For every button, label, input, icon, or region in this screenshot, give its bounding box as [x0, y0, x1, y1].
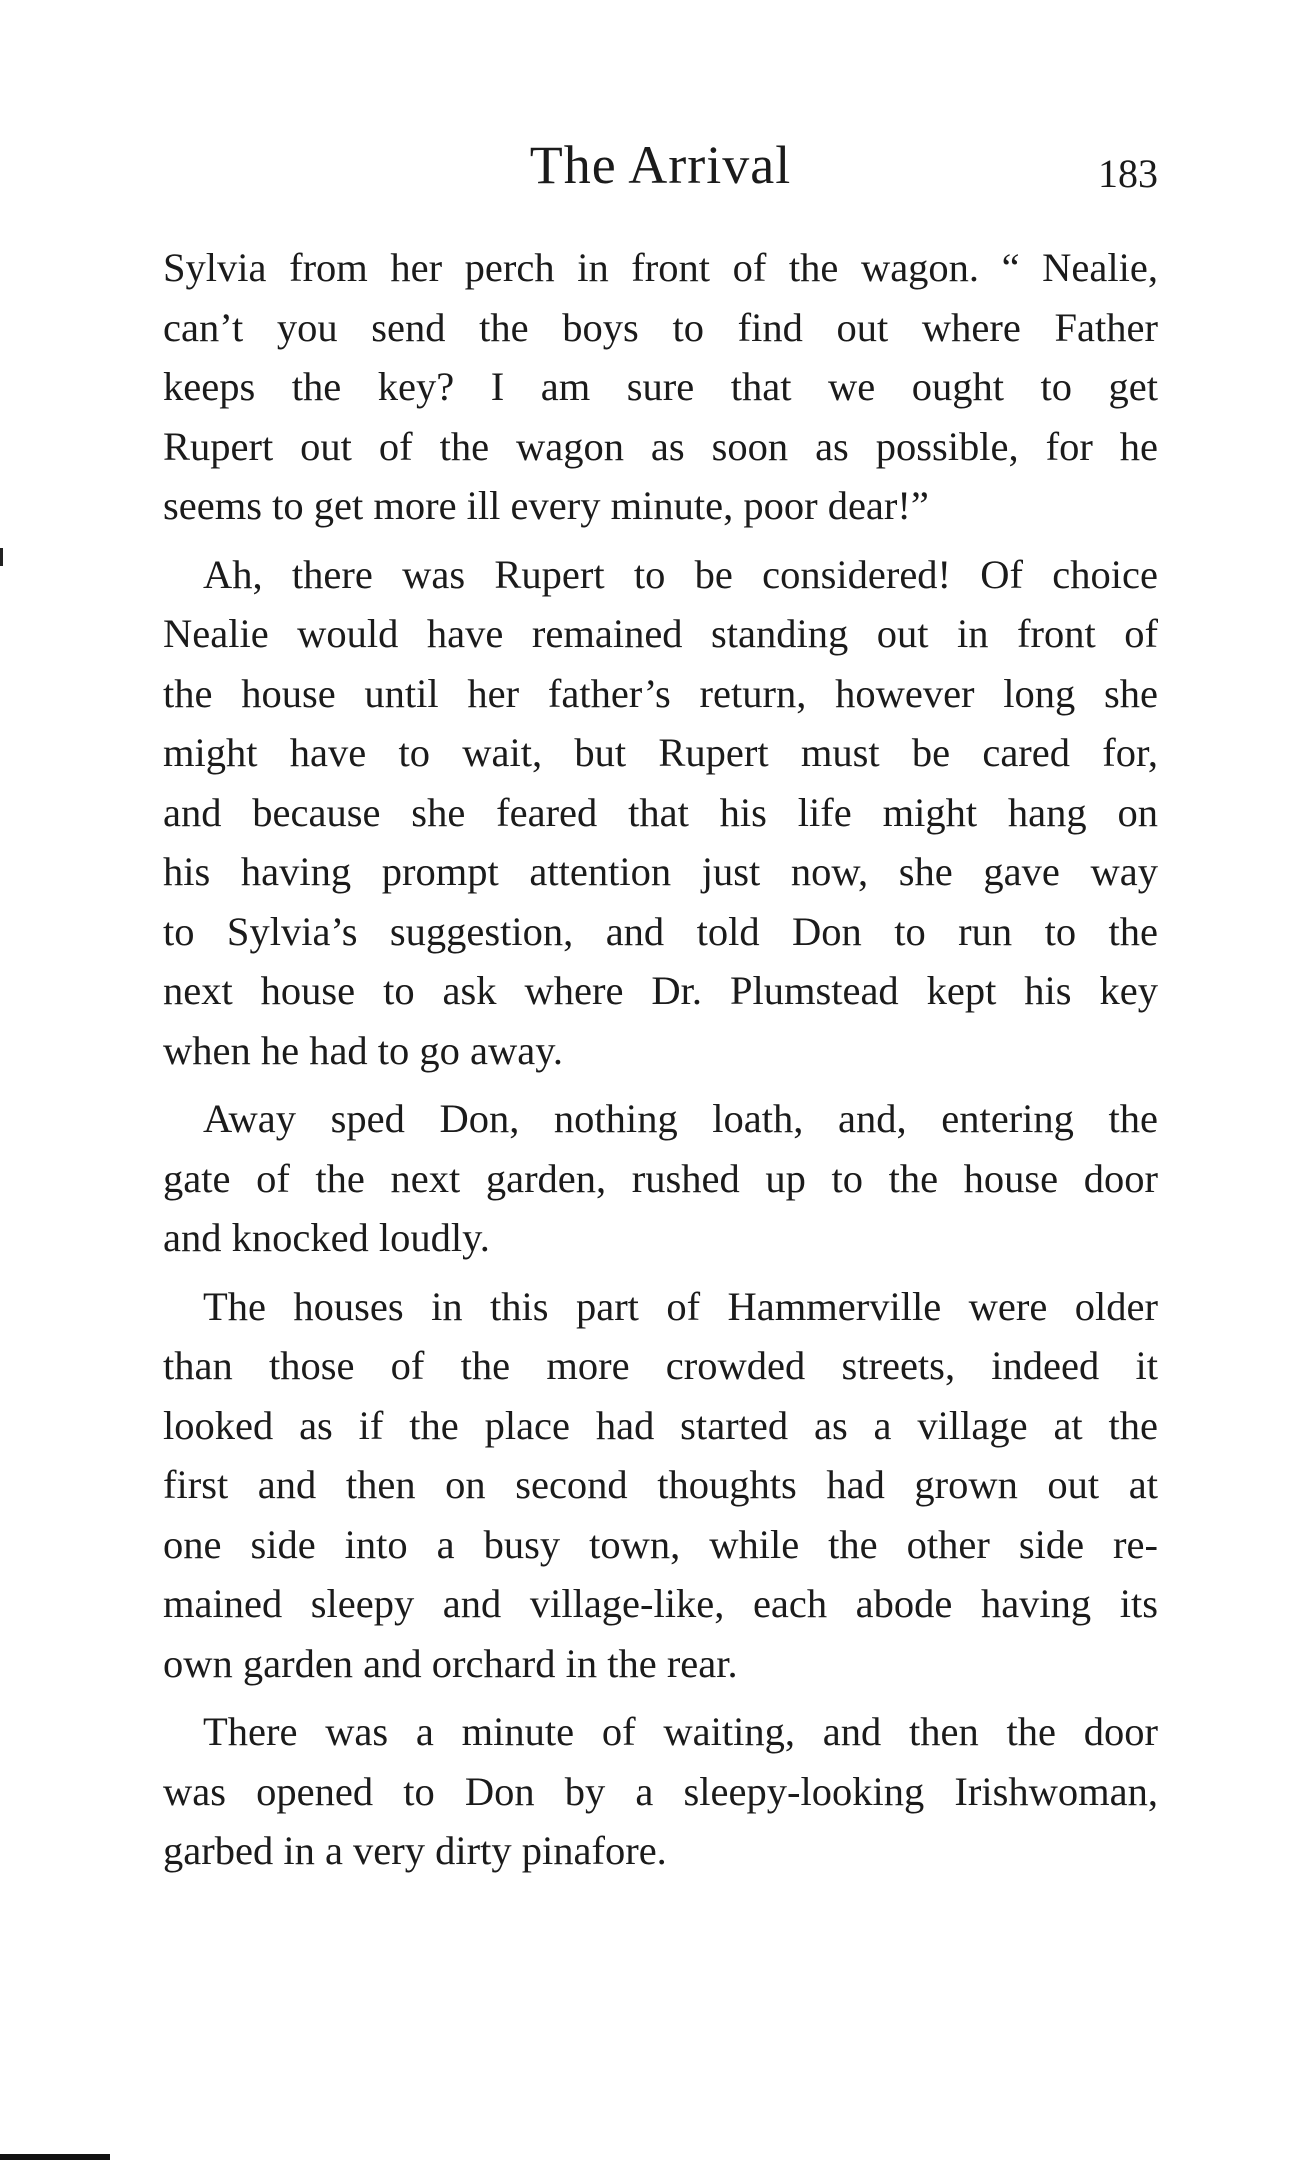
- running-head: [163, 128, 1158, 208]
- text-line: to Sylvia’s suggestion, and told Don to run to the: [163, 908, 1158, 954]
- text-line: Away sped Don, nothing loath, and, entering the: [203, 1096, 1158, 1141]
- text-line: might have to wait, but Rupert must be cared for,: [163, 730, 1158, 775]
- text-line: keeps the key? I am sure that we ought to get: [163, 364, 1158, 409]
- chapter-title: The Arrival: [529, 135, 792, 195]
- paragraph-5: [163, 1702, 1158, 1881]
- text-line: garbed in a very dirty pinafore.: [163, 1828, 667, 1873]
- text-line: first and then on second thoughts had grown out at: [163, 1462, 1158, 1507]
- text-line: when he had to go away.: [163, 1027, 563, 1073]
- body-text: [163, 238, 1158, 1890]
- text-line: own garden and orchard in the rear.: [163, 1640, 738, 1686]
- scan-gutter-mark: [0, 548, 3, 566]
- text-line: can’t you send the boys to find out where Father: [163, 304, 1158, 350]
- text-line: and knocked loudly.: [163, 1215, 490, 1260]
- paragraph-4: [163, 1277, 1158, 1694]
- text-line: next house to ask where Dr. Plumstead kept his key: [163, 968, 1158, 1013]
- text-line: and because she feared that his life might hang on: [163, 789, 1158, 835]
- text-line: looked as if the place had started as a village at the: [163, 1402, 1158, 1448]
- paragraph-1: [163, 238, 1158, 536]
- scan-edge-rule: [0, 2154, 110, 2160]
- text-line: one side into a busy town, while the other side re-: [163, 1521, 1158, 1567]
- paragraph-2: [163, 545, 1158, 1081]
- text-line: Nealie would have remained standing out in front of: [163, 611, 1158, 656]
- text-line: Rupert out of the wagon as soon as possible, for he: [163, 423, 1158, 469]
- text-line: his having prompt attention just now, she gave way: [163, 849, 1158, 894]
- text-line: mained sleepy and village-like, each abode having its: [163, 1581, 1158, 1626]
- page-number: 183: [1098, 151, 1158, 196]
- text-line: the house until her father’s return, however long she: [163, 670, 1158, 716]
- text-line: Ah, there was Rupert to be considered! Of choice: [203, 551, 1158, 597]
- text-line: There was a minute of waiting, and then the door: [203, 1709, 1158, 1754]
- text-line: than those of the more crowded streets, indeed it: [163, 1343, 1158, 1388]
- text-line: gate of the next garden, rushed up to the house door: [163, 1155, 1158, 1201]
- text-line: was opened to Don by a sleepy-looking Irishwoman,: [163, 1768, 1158, 1814]
- text-line: The houses in this part of Hammerville were older: [203, 1283, 1158, 1329]
- text-line: seems to get more ill every minute, poor dear!”: [163, 483, 929, 528]
- paragraph-3: [163, 1089, 1158, 1268]
- text-line: Sylvia from her perch in front of the wagon. “ Nealie,: [163, 245, 1158, 290]
